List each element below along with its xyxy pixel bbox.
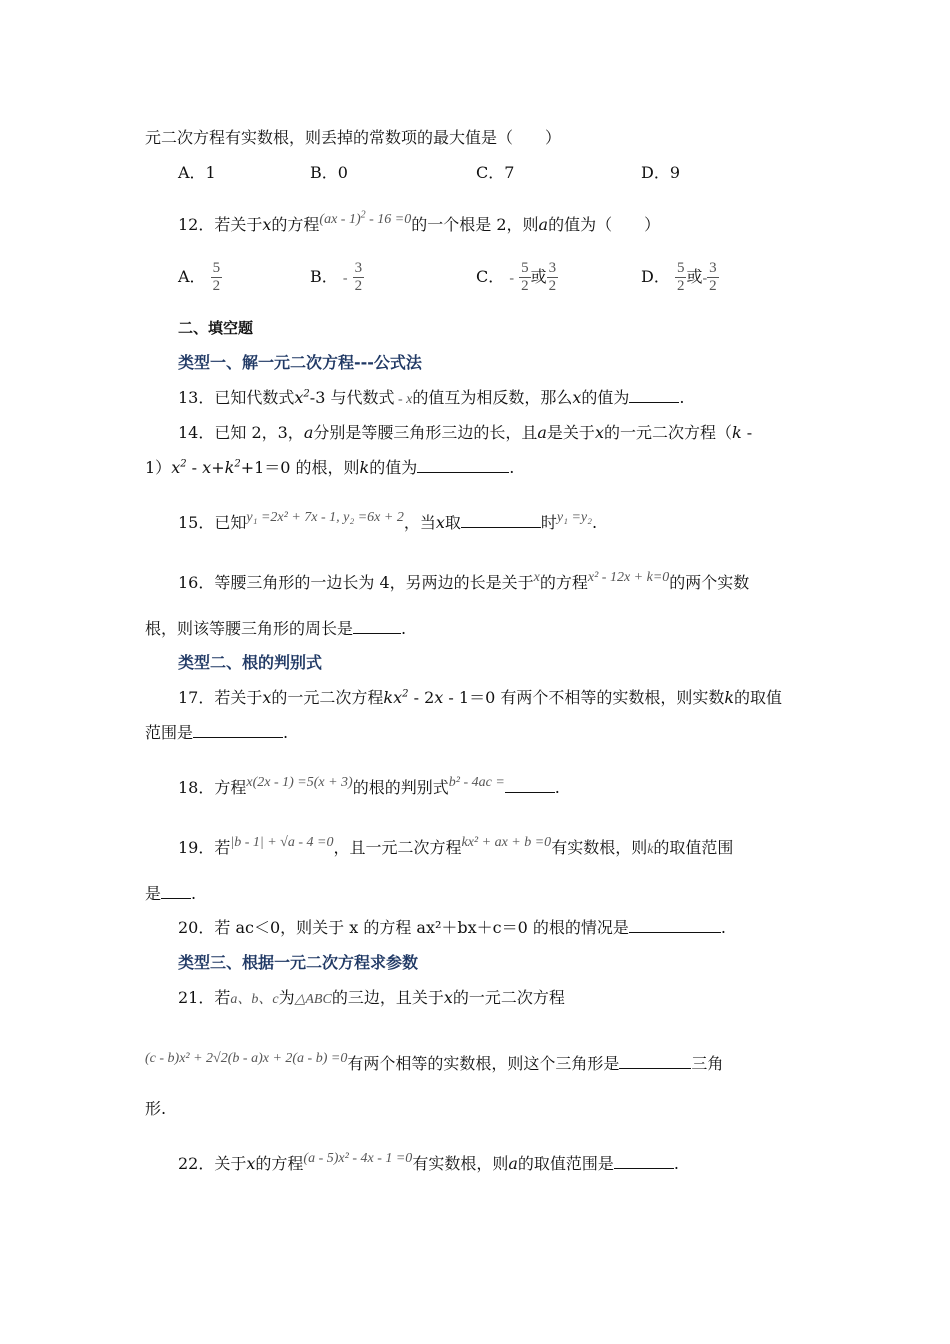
frac-num: 3	[709, 260, 717, 276]
frac-num: 5	[676, 260, 685, 276]
q14-var-x: x	[594, 423, 604, 442]
q14-var-k: k	[731, 423, 742, 442]
q22-equation: (a - 5)x² - 4x - 1 =0	[303, 1151, 413, 1166]
q15-d: 时	[540, 513, 557, 532]
q12-mid: 的方程	[271, 215, 320, 234]
q22-x: x	[246, 1154, 256, 1173]
q17-e: 的取值	[734, 688, 783, 707]
q14-line-1	[178, 422, 752, 444]
q15-b: ，当	[403, 513, 436, 532]
q14-k: k	[359, 458, 370, 477]
q12-eq-base: (ax - 1)	[319, 212, 361, 227]
q14-var-a: a	[303, 423, 314, 442]
q19-line-2	[145, 883, 196, 905]
q17-d: - 1＝0 有两个不相等的实数根，则实数	[443, 688, 725, 707]
q17-end: .	[283, 723, 289, 742]
q13-c: 的值互为相反数，那么	[412, 388, 573, 407]
q21-equation: (c - b)x² + 2√2(b - a)x + 2(a - b) =0	[145, 1051, 348, 1066]
q22-c: 有实数根，则	[412, 1154, 509, 1173]
q21-line-2	[145, 1048, 723, 1075]
q11-line	[145, 127, 561, 149]
q17-x: x	[262, 688, 272, 707]
answer-blank[interactable]	[505, 778, 555, 793]
frac-num: 3	[354, 260, 363, 276]
q19-equation: |b - 1| + √a - 4 =0	[230, 835, 334, 850]
q12-option-c-label: C．	[476, 267, 505, 286]
q22-end: .	[673, 1154, 679, 1173]
q12-line	[178, 209, 660, 236]
q11-option-c: C．7	[476, 163, 515, 182]
q21-e: 有两个相等的实数根，则这个三角形是	[347, 1054, 620, 1073]
q21-a: 21．若	[178, 988, 231, 1007]
fraction-3-2	[707, 260, 719, 295]
q13-d: 的值为	[581, 388, 630, 407]
q20-line	[178, 917, 726, 939]
fraction-5-2	[675, 260, 687, 295]
q22-line	[178, 1148, 679, 1175]
q22-a: 22．关于	[178, 1154, 247, 1173]
q14-x2: $x^2$	[171, 458, 187, 477]
frac-den: 2	[354, 278, 363, 294]
frac-den: 2	[709, 278, 717, 294]
q16-c: 的两个实数	[669, 573, 750, 592]
minus-sign: -	[509, 271, 515, 286]
frac-den: 2	[548, 278, 557, 294]
q22-b: 的方程	[255, 1154, 304, 1173]
q16-a: 16．等腰三角形的一边长为 4，另两边的长是关于	[178, 573, 534, 592]
answer-blank[interactable]	[629, 918, 721, 933]
q19-a: 19．若	[178, 838, 231, 857]
q17-a: 17．若关于	[178, 688, 263, 707]
q18-equation: x(2x - 1) =5(x + 3)	[246, 775, 353, 790]
q20-text: 20．若 ac＜0，则关于 x 的方程 ax²＋bx＋c＝0 的根的情况是	[178, 918, 629, 937]
q16-line2-text: 根，则该等腰三角形的周长是	[145, 619, 354, 638]
q21-triangle: △ABC	[294, 992, 332, 1007]
q12-option-b	[310, 260, 364, 295]
q13-neg-x: - x	[394, 392, 413, 407]
q12-prefix: 12．若关于	[178, 215, 263, 234]
answer-blank[interactable]	[614, 1154, 674, 1169]
fraction-3-2	[547, 260, 559, 295]
q16-b: 的方程	[539, 573, 588, 592]
q21-f: 三角	[691, 1054, 724, 1073]
category-heading-2: 类型二、根的判别式	[178, 653, 323, 672]
q18-b: 的根的判别式	[352, 778, 449, 797]
q16-equation: x² - 12x + k=0	[587, 570, 670, 585]
frac-den: 2	[676, 278, 685, 294]
answer-blank[interactable]	[353, 619, 401, 634]
minus-sign: -	[342, 271, 348, 286]
q15-x: x	[435, 513, 445, 532]
q12-option-b-label: B．	[310, 267, 338, 286]
q17-kx2: $kx^2$	[383, 688, 409, 707]
q20-end: .	[720, 918, 726, 937]
q17-k: k	[724, 688, 735, 707]
q12-var: x	[262, 215, 272, 234]
q14-a: 14．已知 2，3，	[178, 423, 304, 442]
q21-b: 为	[278, 988, 295, 1007]
or-word: 或	[530, 267, 547, 286]
q17-b: 的一元二次方程	[271, 688, 384, 707]
section-heading: 二、填空题	[178, 319, 254, 337]
answer-blank[interactable]	[417, 458, 509, 473]
frac-num: 5	[521, 260, 529, 276]
or-word: 或	[686, 267, 703, 286]
q12-suffix-b: 的值为（ ）	[548, 215, 661, 234]
q14-k2: $k^2$	[224, 458, 241, 477]
q18-a: 18．方程	[178, 778, 247, 797]
frac-num: 5	[212, 260, 221, 276]
q17-line2-text: 范围是	[145, 723, 194, 742]
category-heading-3: 类型三、根据一元二次方程求参数	[178, 953, 419, 972]
q15-equation: y₁ =2x² + 7x - 1, y₂ =6x + 2	[246, 510, 404, 525]
category-heading-1: 类型一、解一元二次方程---公式法	[178, 353, 422, 372]
answer-blank[interactable]	[161, 884, 191, 899]
q21-line-1	[178, 987, 565, 1011]
q12-eq-tail: - 16 =0	[365, 212, 412, 227]
q14-d: 的一元二次方程（	[603, 423, 732, 442]
q14-f: 1）	[145, 458, 172, 477]
frac-den: 2	[521, 278, 529, 294]
q21-x: x	[443, 988, 453, 1007]
q12-suffix-a: 的一个根是 2，则	[411, 215, 539, 234]
q13-x: x	[572, 388, 582, 407]
q13-a: 13．已知代数式	[178, 388, 295, 407]
q14-end: .	[509, 458, 515, 477]
q18-equation-2: b² - 4ac =	[448, 775, 505, 790]
q14-e: -	[741, 423, 753, 442]
q21-line-3	[145, 1098, 166, 1120]
q21-vars: a、b、c	[230, 992, 279, 1007]
answer-blank[interactable]	[461, 513, 541, 528]
q19-var: k	[647, 842, 654, 857]
q15-equation-2: y₁ =y₂	[556, 510, 593, 525]
q16-var: x	[533, 570, 540, 585]
q12-option-d-label: D．	[641, 267, 670, 286]
q19-equation-2: kx² + ax + b =0	[461, 835, 552, 850]
frac-num: 3	[548, 260, 557, 276]
q19-line2-text: 是	[145, 884, 162, 903]
q12-option-a-label: A．	[178, 267, 206, 286]
answer-blank[interactable]	[619, 1054, 691, 1069]
frac-den: 2	[212, 278, 221, 294]
q11-option-b: B．0	[310, 163, 348, 182]
q14-b: 分别是等腰三角形三边的长，且	[313, 423, 538, 442]
q18-end: .	[554, 778, 560, 797]
answer-blank[interactable]	[629, 388, 679, 403]
q19-c: 有实数根，则	[551, 838, 648, 857]
q13-line	[178, 387, 685, 411]
q11-text: 元二次方程有实数根，则丢掉的常数项的最大值是（ ）	[145, 128, 562, 147]
q13-x2: $x^2$	[294, 388, 310, 407]
q19-b: ，且一元二次方程	[333, 838, 462, 857]
fraction-5-2	[211, 260, 223, 295]
fraction-3-2	[353, 260, 365, 295]
q12-eq-exp: 2	[360, 209, 366, 221]
q13-end: .	[679, 388, 685, 407]
q18-line	[178, 772, 560, 799]
q15-line	[178, 507, 597, 534]
q17-line-1	[178, 687, 782, 709]
q11-option-a: A．1	[178, 163, 216, 182]
q11-option-d: D．9	[641, 163, 681, 182]
q17-line-2	[145, 722, 288, 744]
q14-g: -	[186, 458, 203, 477]
q15-c: 取	[444, 513, 461, 532]
q19-end: .	[191, 884, 197, 903]
answer-blank[interactable]	[193, 723, 283, 738]
q19-line-1	[178, 832, 733, 861]
q12-option-a	[178, 260, 222, 295]
q15-end: .	[592, 513, 598, 532]
q14-h: +	[211, 458, 225, 477]
q22-a-var: a	[508, 1154, 518, 1173]
minus-sign: -	[702, 271, 708, 286]
q17-c: - 2	[408, 688, 435, 707]
fraction-5-2	[519, 260, 531, 295]
q12-var-a: a	[538, 215, 549, 234]
q12-option-d	[641, 260, 719, 295]
q12-equation	[319, 209, 412, 227]
q15-a: 15．已知	[178, 513, 247, 532]
q14-x: x	[202, 458, 212, 477]
q17-x2: x	[434, 688, 444, 707]
q16-line-2	[145, 618, 406, 640]
q19-d: 的取值范围	[653, 838, 734, 857]
q21-line3-text: 形.	[145, 1099, 167, 1118]
q21-c: 的三边，且关于	[331, 988, 444, 1007]
q14-line-2	[145, 457, 514, 479]
q22-d: 的取值范围是	[517, 1154, 614, 1173]
q14-j: 的值为	[369, 458, 418, 477]
q16-line-1	[178, 567, 749, 594]
q14-c: 是关于	[546, 423, 595, 442]
q13-b: -3 与代数式	[309, 388, 395, 407]
q14-var-a2: a	[537, 423, 547, 442]
q16-end: .	[401, 619, 407, 638]
q14-i: +1＝0 的根，则	[240, 458, 360, 477]
q12-option-c	[476, 260, 558, 295]
q21-d: 的一元二次方程	[452, 988, 565, 1007]
